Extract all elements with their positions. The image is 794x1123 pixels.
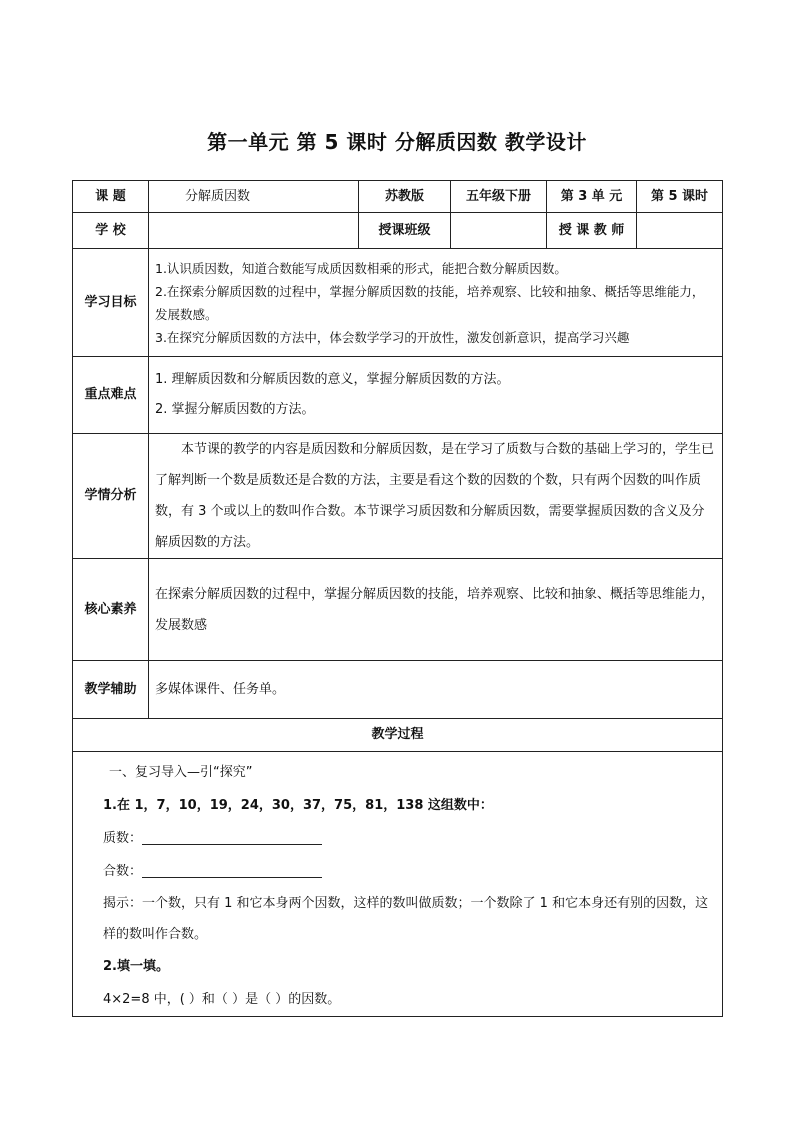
composite-answer-blank[interactable] [142, 863, 322, 878]
question-1: 1.在 1，7，10，19，24，30，37，75，81，138 这组数中： [103, 798, 493, 813]
publisher: 苏教版 [359, 181, 451, 213]
composite-line [103, 855, 712, 888]
row-literacy [73, 559, 723, 661]
class-label: 授课班级 [359, 213, 451, 249]
lesson-plan-table [72, 180, 723, 1017]
lesson-number: 第 5 课时 [637, 181, 723, 213]
prime-label: 质数： [103, 831, 143, 846]
school-value [149, 213, 359, 249]
reveal-text: 揭示：一个数，只有 1 和它本身两个因数，这样的数叫做质数；一个数除了 1 和它本身还有别的因数，这样的数叫作合数。 [103, 896, 709, 942]
aids-label: 教学辅助 [73, 661, 149, 719]
analysis-label: 学情分析 [73, 434, 149, 559]
question-2: 2.填一填。 [103, 959, 169, 974]
question-2-item: 4×2=8 中，( ）和（ ）是（ ）的因数。 [103, 992, 341, 1007]
prime-answer-blank[interactable] [142, 830, 322, 845]
topic-label: 课 题 [73, 181, 149, 213]
document-title: 第一单元 第 5 课时 分解质因数 教学设计 [207, 130, 587, 154]
aids-content [149, 661, 723, 719]
row-process [73, 752, 723, 1017]
key-point-item: 1. 理解质因数和分解质因数的意义，掌握分解质因数的方法。 [155, 372, 510, 387]
row-process-header [73, 719, 723, 752]
teacher-label: 授 课 教 师 [547, 213, 637, 249]
aids-text: 多媒体课件、任务单。 [155, 681, 286, 697]
row-analysis [73, 434, 723, 559]
row-topic [73, 181, 723, 213]
key-points-label: 重点难点 [73, 357, 149, 434]
literacy-content [149, 559, 723, 661]
unit: 第 3 单 元 [547, 181, 637, 213]
composite-label: 合数： [103, 864, 143, 879]
row-aids [73, 661, 723, 719]
row-objectives [73, 249, 723, 357]
section-heading: 一、复习导入—引“探究” [109, 765, 253, 780]
analysis-text: 本节课的教学的内容是质因数和分解质因数，是在学习了质数与合数的基础上学习的，学生已了解判断一个数是质数还是合数的方法，主要是看这个数的因数的个数，只有两个因数的叫作质数，有 3 个或以上的数叫作合数。本节课学习质因数和分解质因数，需要掌握质因数的含义及分解质因数的方法。 [155, 442, 715, 550]
teacher-value [637, 213, 723, 249]
literacy-label: 核心素养 [73, 559, 149, 661]
school-label: 学 校 [73, 213, 149, 249]
row-key-points [73, 357, 723, 434]
objectives-content [149, 249, 723, 357]
literacy-text: 在探索分解质因数的过程中，掌握分解质因数的技能，培养观察、比较和抽象、概括等思维能力，发展数感 [155, 586, 715, 633]
row-school [73, 213, 723, 249]
objective-item: 3.在探究分解质因数的方法中，体会数学学习的开放性，激发创新意识，提高学习兴趣 [155, 329, 630, 345]
process-content [73, 752, 723, 1017]
grade: 五年级下册 [451, 181, 547, 213]
process-header: 教学过程 [73, 719, 723, 752]
objective-item: 1.认识质因数，知道合数能写成质因数相乘的形式，能把合数分解质因数。 [155, 260, 567, 276]
key-point-item: 2. 掌握分解质因数的方法。 [155, 402, 315, 417]
prime-line [103, 822, 712, 855]
objectives-label: 学习目标 [73, 249, 149, 357]
key-points-content [149, 357, 723, 434]
topic-value: 分解质因数 [149, 181, 359, 213]
class-value [451, 213, 547, 249]
analysis-content [149, 434, 723, 559]
objective-item: 2.在探索分解质因数的过程中，掌握分解质因数的技能，培养观察、比较和抽象、概括等思维能力，发展数感。 [155, 283, 705, 322]
